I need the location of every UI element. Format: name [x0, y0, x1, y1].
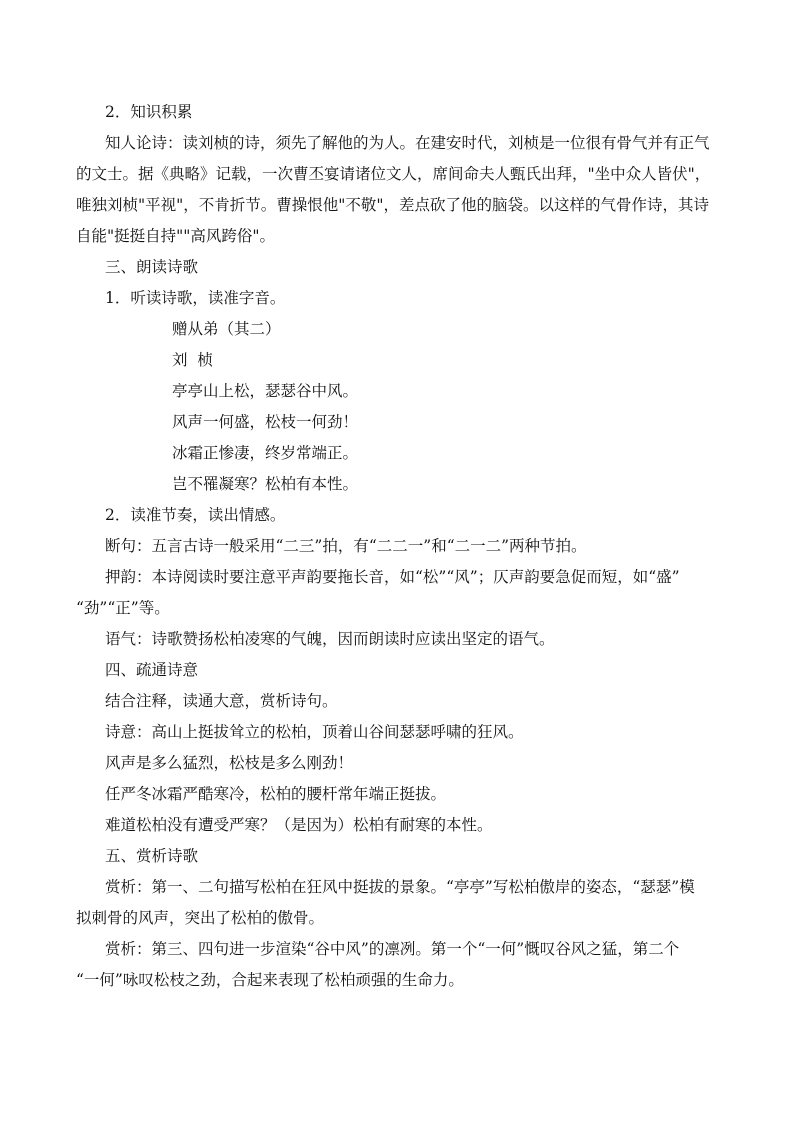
poem-meaning-line: 诗意：高山上挺拔耸立的松柏，顶着山谷间瑟瑟呼啸的狂风。: [105, 723, 524, 741]
paragraph-line: 的文士。据《典略》记载，一次曹丕宴请诸位文人，席间命夫人甄氏出拜，"坐中众人皆伏"，: [76, 165, 711, 183]
listen-read-item: 1．听读诗歌，读准字音。: [105, 289, 286, 307]
paragraph-line: “一何”咏叹松枝之劲，合起来表现了松柏顽强的生命力。: [76, 971, 464, 989]
section-5-heading: 五、赏析诗歌: [105, 847, 199, 865]
poem-meaning-line: 难道松柏没有遭受严寒？（是因为）松柏有耐寒的本性。: [105, 816, 493, 834]
section-4-intro: 结合注释，读通大意，赏析诗句。: [105, 692, 338, 710]
rhythm-item: 2．读准节奏，读出情感。: [105, 506, 286, 524]
document-body: [76, 97, 724, 996]
paragraph-line: 唯独刘桢"平视"，不肯折节。曹操恨他"不敬"，差点砍了他的脑袋。以这样的气骨作诗，其诗: [76, 196, 710, 214]
poem-meaning-line: 任严冬冰霜严酷寒冷，松柏的腰杆常年端正挺拔。: [105, 785, 447, 803]
yuqi-text: 语气：诗歌赞扬松柏凌寒的气魄，因而朗读时应读出坚定的语气。: [105, 630, 555, 648]
appreciation-paragraph-1: [76, 872, 724, 934]
paragraph-line: 赏析：第一、二句描写松柏在狂风中挺拔的景象。“亭亭”写松柏傲岸的姿态，“瑟瑟”模: [105, 878, 695, 896]
duanju-text: 断句：五言古诗一般采用“二三”拍，有“二二一”和“二一二”两种节拍。: [105, 537, 587, 555]
paragraph-line: 押韵：本诗阅读时要注意平声韵要拖长音，如“松”“风”；仄声韵要急促而短，如“盛”: [105, 568, 680, 586]
section-2-heading: 2．知识积累: [105, 103, 193, 121]
paragraph-line: 自能"挺挺自持""高风跨俗"。: [76, 227, 276, 245]
paragraph-line: 知人论诗：读刘桢的诗，须先了解他的为人。在建安时代，刘桢是一位很有骨气并有正气: [105, 134, 710, 152]
paragraph-line: 拟刺骨的风声，突出了松柏的傲骨。: [76, 909, 325, 927]
poem-title: 赠从弟（其二）: [172, 320, 281, 338]
paragraph-line: 赏析：第三、四句进一步渲染“谷中风”的凛冽。第一个“一何”慨叹谷风之猛，第二个: [105, 940, 680, 958]
poem-line: 风声一何盛，松枝一何劲！: [172, 413, 359, 431]
paragraph-line: “劲”“正”等。: [76, 599, 170, 617]
knowledge-paragraph: [76, 128, 724, 252]
yayun-paragraph: [76, 562, 724, 624]
poem-meaning-line: 风声是多么猛烈，松枝是多么刚劲！: [105, 754, 354, 772]
poem-line: 冰霜正惨凄，终岁常端正。: [172, 444, 359, 462]
section-4-heading: 四、疏通诗意: [105, 661, 199, 679]
poem-author: 刘 桢: [172, 351, 213, 369]
poem-line: 亭亭山上松，瑟瑟谷中风。: [172, 382, 359, 400]
appreciation-paragraph-2: [76, 934, 724, 996]
section-3-heading: 三、朗读诗歌: [105, 258, 199, 276]
poem-line: 岂不罹凝寒？松柏有本性。: [172, 475, 359, 493]
